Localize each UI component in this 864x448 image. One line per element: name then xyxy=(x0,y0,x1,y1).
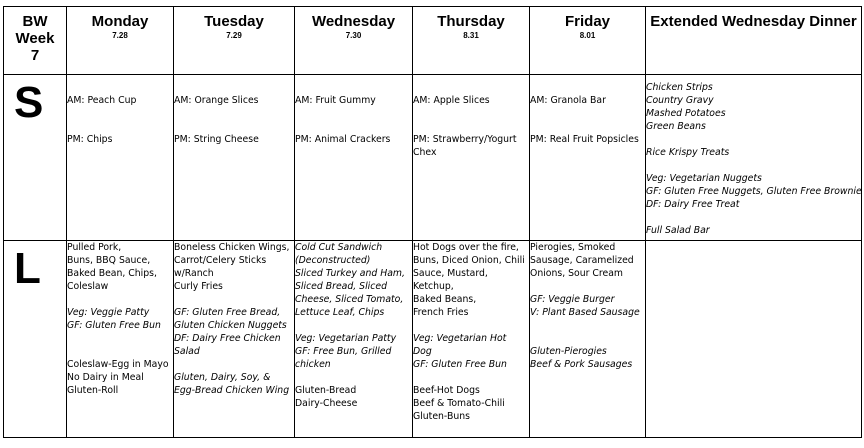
lunch-item: Sauce, Mustard, xyxy=(413,268,488,279)
snack-cell-friday xyxy=(530,75,646,241)
am-snack: AM: Fruit Gummy xyxy=(295,95,376,106)
lunch-letter: L xyxy=(14,244,41,293)
snack-row xyxy=(4,75,862,241)
lunch-alternative: GF: Gluten Free Bun xyxy=(67,320,161,331)
day-date: 8.31 xyxy=(463,31,479,40)
allergen-note: Beef-Hot Dogs xyxy=(413,385,480,396)
day-header-thursday xyxy=(413,7,530,75)
allergen-note: Dairy-Cheese xyxy=(295,398,358,409)
dinner-alternative: Veg: Vegetarian Nuggets xyxy=(646,173,762,184)
dinner-item: Chicken Strips xyxy=(646,82,713,93)
lunch-item: Curly Fries xyxy=(174,281,223,292)
am-snack: AM: Orange Slices xyxy=(174,95,259,106)
lunch-cell-wednesday xyxy=(295,241,413,438)
week-label-line: BW xyxy=(22,13,48,30)
lunch-alternative: Veg: Vegetarian Patty xyxy=(295,333,397,344)
day-name: Wednesday xyxy=(311,13,396,30)
weekly-menu-table xyxy=(3,6,862,438)
day-date: 7.29 xyxy=(226,31,242,40)
lunch-cell-thursday xyxy=(413,241,530,438)
snack-cell-tuesday xyxy=(174,75,295,241)
lunch-item: Baked Beans, xyxy=(413,294,477,305)
lunch-cell-monday xyxy=(67,241,174,438)
pm-snack: PM: Strawberry/Yogurt xyxy=(413,134,517,145)
day-name: Monday xyxy=(91,13,149,30)
lunch-item: Sausage, Caramelized xyxy=(530,255,634,266)
allergen-note: Gluten-Bread xyxy=(295,385,357,396)
lunch-item: Baked Bean, Chips, xyxy=(67,268,157,279)
lunch-item: Hot Dogs over the fire, xyxy=(413,242,519,253)
lunch-alternative: V: Plant Based Sausage xyxy=(530,307,640,318)
dinner-alternative: GF: Gluten Free Nuggets, Gluten Free Brownie xyxy=(646,186,862,197)
lunch-alternative: Dog xyxy=(413,346,432,357)
lunch-item: Pulled Pork, xyxy=(67,242,122,253)
lunch-item: Cheese, Sliced Tomato, xyxy=(295,294,404,305)
lunch-item: Lettuce Leaf, Chips xyxy=(295,307,385,318)
day-header-friday xyxy=(530,7,646,75)
pm-snack: PM: Real Fruit Popsicles xyxy=(530,134,639,145)
allergen-note: Egg-Bread Chicken Wing xyxy=(174,385,290,396)
week-label xyxy=(4,7,67,75)
dinner-dessert: Rice Krispy Treats xyxy=(646,147,730,158)
lunch-alternative: GF: Veggie Burger xyxy=(530,294,615,305)
lunch-alternative: Veg: Veggie Patty xyxy=(67,307,150,318)
pm-snack: Chex xyxy=(413,147,437,158)
week-label-line: 7 xyxy=(30,47,40,64)
lunch-item: Cold Cut Sandwich xyxy=(295,242,383,253)
day-name: Tuesday xyxy=(204,13,264,30)
lunch-cell-tuesday xyxy=(174,241,295,438)
day-header-monday xyxy=(67,7,174,75)
lunch-item: (Deconstructed) xyxy=(295,255,371,266)
lunch-item: Coleslaw xyxy=(67,281,109,292)
dinner-alternative: DF: Dairy Free Treat xyxy=(646,199,740,210)
lunch-alternative: DF: Dairy Free Chicken xyxy=(174,333,281,344)
dinner-item: Green Beans xyxy=(646,121,706,132)
allergen-note: Gluten-Buns xyxy=(413,411,470,422)
lunch-item: Pierogies, Smoked xyxy=(530,242,616,253)
allergen-note: Coleslaw-Egg in Mayo xyxy=(67,359,169,370)
dinner-item: Country Gravy xyxy=(646,95,714,106)
lunch-alternative: GF: Free Bun, Grilled xyxy=(295,346,392,357)
lunch-alternative: GF: Gluten Free Bread, xyxy=(174,307,281,318)
lunch-alternative: Veg: Vegetarian Hot xyxy=(413,333,507,344)
extended-dinner-cell xyxy=(646,75,862,241)
header-row xyxy=(4,7,862,75)
week-label-line: Week xyxy=(15,30,55,47)
allergen-note: Beef & Pork Sausages xyxy=(530,359,633,370)
snack-cell-wednesday xyxy=(295,75,413,241)
allergen-note: Gluten-Pierogies xyxy=(530,346,607,357)
lunch-item: Onions, Sour Cream xyxy=(530,268,623,279)
lunch-row-label xyxy=(4,241,67,438)
dinner-salad-bar: Full Salad Bar xyxy=(646,225,710,236)
lunch-item: Sliced Bread, Sliced xyxy=(295,281,387,292)
lunch-alternative: Salad xyxy=(174,346,200,357)
pm-snack: PM: String Cheese xyxy=(174,134,259,145)
lunch-item: Ketchup, xyxy=(413,281,454,292)
day-name: Thursday xyxy=(437,13,505,30)
lunch-item: Buns, Diced Onion, Chili xyxy=(413,255,525,266)
lunch-item: Boneless Chicken Wings, xyxy=(174,242,290,253)
extended-dinner-header xyxy=(646,7,862,75)
pm-snack: PM: Animal Crackers xyxy=(295,134,391,145)
am-snack: AM: Apple Slices xyxy=(413,95,490,106)
am-snack: AM: Peach Cup xyxy=(67,95,137,106)
lunch-cell-friday xyxy=(530,241,646,438)
snack-cell-monday xyxy=(67,75,174,241)
allergen-note: Beef & Tomato-Chili xyxy=(413,398,505,409)
snack-row-label xyxy=(4,75,67,241)
lunch-alternative: chicken xyxy=(295,359,331,370)
pm-snack: PM: Chips xyxy=(67,134,113,145)
am-snack: AM: Granola Bar xyxy=(530,95,606,106)
lunch-alternative: Gluten Chicken Nuggets xyxy=(174,320,287,331)
lunch-item: French Fries xyxy=(413,307,469,318)
lunch-alternative: GF: Gluten Free Bun xyxy=(413,359,507,370)
day-date: 7.30 xyxy=(345,31,362,40)
day-header-tuesday xyxy=(174,7,295,75)
lunch-cell-extended-empty xyxy=(646,241,862,438)
day-header-wednesday xyxy=(295,7,413,75)
day-name: Friday xyxy=(564,13,610,30)
lunch-item: Carrot/Celery Sticks xyxy=(174,255,267,266)
allergen-note: No Dairy in Meal xyxy=(67,372,144,383)
lunch-item: w/Ranch xyxy=(174,268,214,279)
allergen-note: Gluten-Roll xyxy=(67,385,119,396)
extended-dinner-title: Extended Wednesday Dinner xyxy=(650,13,857,30)
snack-cell-thursday xyxy=(413,75,530,241)
dinner-item: Mashed Potatoes xyxy=(646,108,726,119)
lunch-item: Sliced Turkey and Ham, xyxy=(295,268,405,279)
lunch-row xyxy=(4,241,862,438)
snack-letter: S xyxy=(14,78,44,127)
day-date: 8.01 xyxy=(579,31,596,40)
allergen-note: Gluten, Dairy, Soy, & xyxy=(174,372,271,383)
day-date: 7.28 xyxy=(112,31,128,40)
lunch-item: Buns, BBQ Sauce, xyxy=(67,255,151,266)
